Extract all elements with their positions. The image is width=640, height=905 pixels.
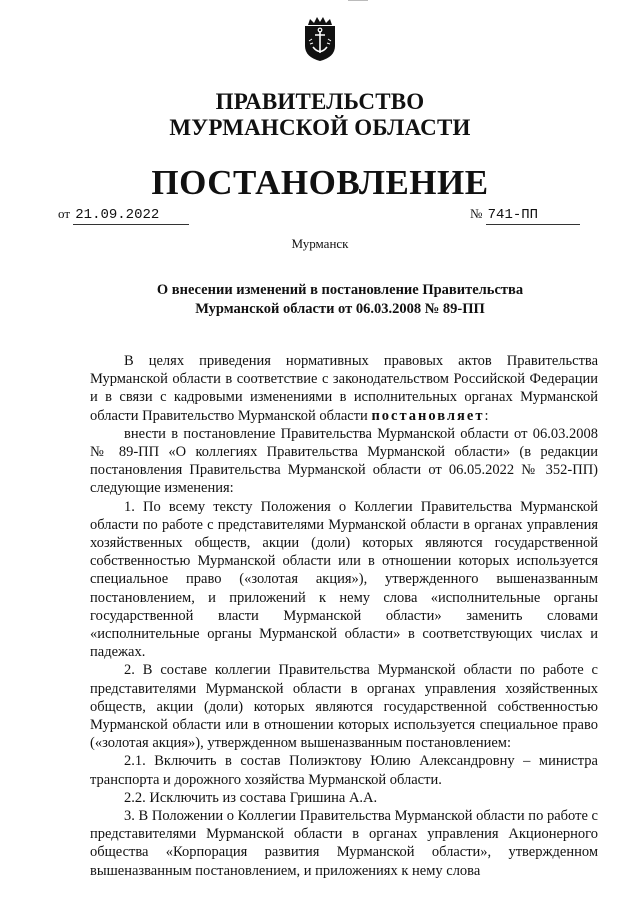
paragraph-item-3: 3. В Положении о Коллегии Правительства Мурманской области по работе с представителями Мурманской области в органах управления Акционерного общества «Корпорация развития Мурманской области», утвержденном вышеназванным постановлением, и приложениях к нему слова: [90, 808, 598, 879]
number-value: 741-ПП: [486, 207, 580, 225]
number-prefix: №: [470, 206, 483, 221]
document-subject: [90, 281, 590, 319]
document-type-title: ПОСТАНОВЛЕНИЕ: [151, 163, 489, 202]
date-value: 21.09.2022: [73, 207, 189, 225]
government-name-line2: МУРМАНСКОЙ ОБЛАСТИ: [169, 115, 471, 140]
number-field: [470, 206, 580, 225]
paragraph-preamble: [90, 352, 598, 425]
paragraph-resolution: внести в постановление Правительства Мурманской области от 06.03.2008 № 89-ПП «О коллегиях Правительства Мурманской области» (в редакции постановления Правительства Мурманской области от 06.05.2022 № 352-ПП) следующие изменения:: [90, 425, 598, 497]
paragraph-item-2: 2. В составе коллегии Правительства Мурманской области по работе с представителями Мурманской области в органах управления хозяйственных обществ, акции (доли) которых являются государственной собственностью Мурманской области или в отношении которых используется специальное право («золотая акция»), утвержденном вышеназванным постановлением:: [90, 662, 598, 752]
date-field: [58, 206, 189, 225]
preamble-end: :: [484, 407, 489, 424]
government-name-line1: ПРАВИТЕЛЬСТВО: [215, 89, 425, 114]
preamble-emphasis: постановляет: [371, 407, 485, 424]
preamble-text: В целях приведения нормативных правовых актов Правительства Мурманской области в соответствие с законодательством Российской Федерации и в связи с кадровыми изменениями в исполнительных органах Мурманской области Правительство Мурманской области: [90, 353, 598, 424]
subject-line1: О внесении изменений в постановление Правительства: [156, 282, 524, 298]
paragraph-item-1: 1. По всему тексту Положения о Коллегии Правительства Мурманской области по работе с представителями Мурманской области в органах управления хозяйственных обществ, акции (доли) которых являются государственной собственностью Мурманской области или в отношении которых используется специальное право («золотая акция»), утвержденного вышеназванным постановлением, и приложений к нему слова «исполнительные органы государственной власти Мурманской области» заменить словами «исполнительные органы Мурманской области» в соответствующих числах и падежах.: [90, 498, 598, 661]
city-name: Мурманск: [291, 236, 349, 251]
subject-line2: Мурманской области от 06.03.2008 № 89-ПП: [195, 301, 485, 317]
paragraph-item-2-2: 2.2. Исключить из состава Гришина А.А.: [124, 789, 378, 806]
scan-mark: [348, 0, 368, 1]
paragraph-item-2-1: 2.1. Включить в состав Полиэктову Юлию Александровну – министра транспорта и дорожного хозяйства Мурманской области.: [90, 753, 598, 788]
document-body: [90, 352, 598, 880]
coat-of-arms-icon: [302, 16, 338, 62]
date-prefix: от: [58, 206, 71, 221]
